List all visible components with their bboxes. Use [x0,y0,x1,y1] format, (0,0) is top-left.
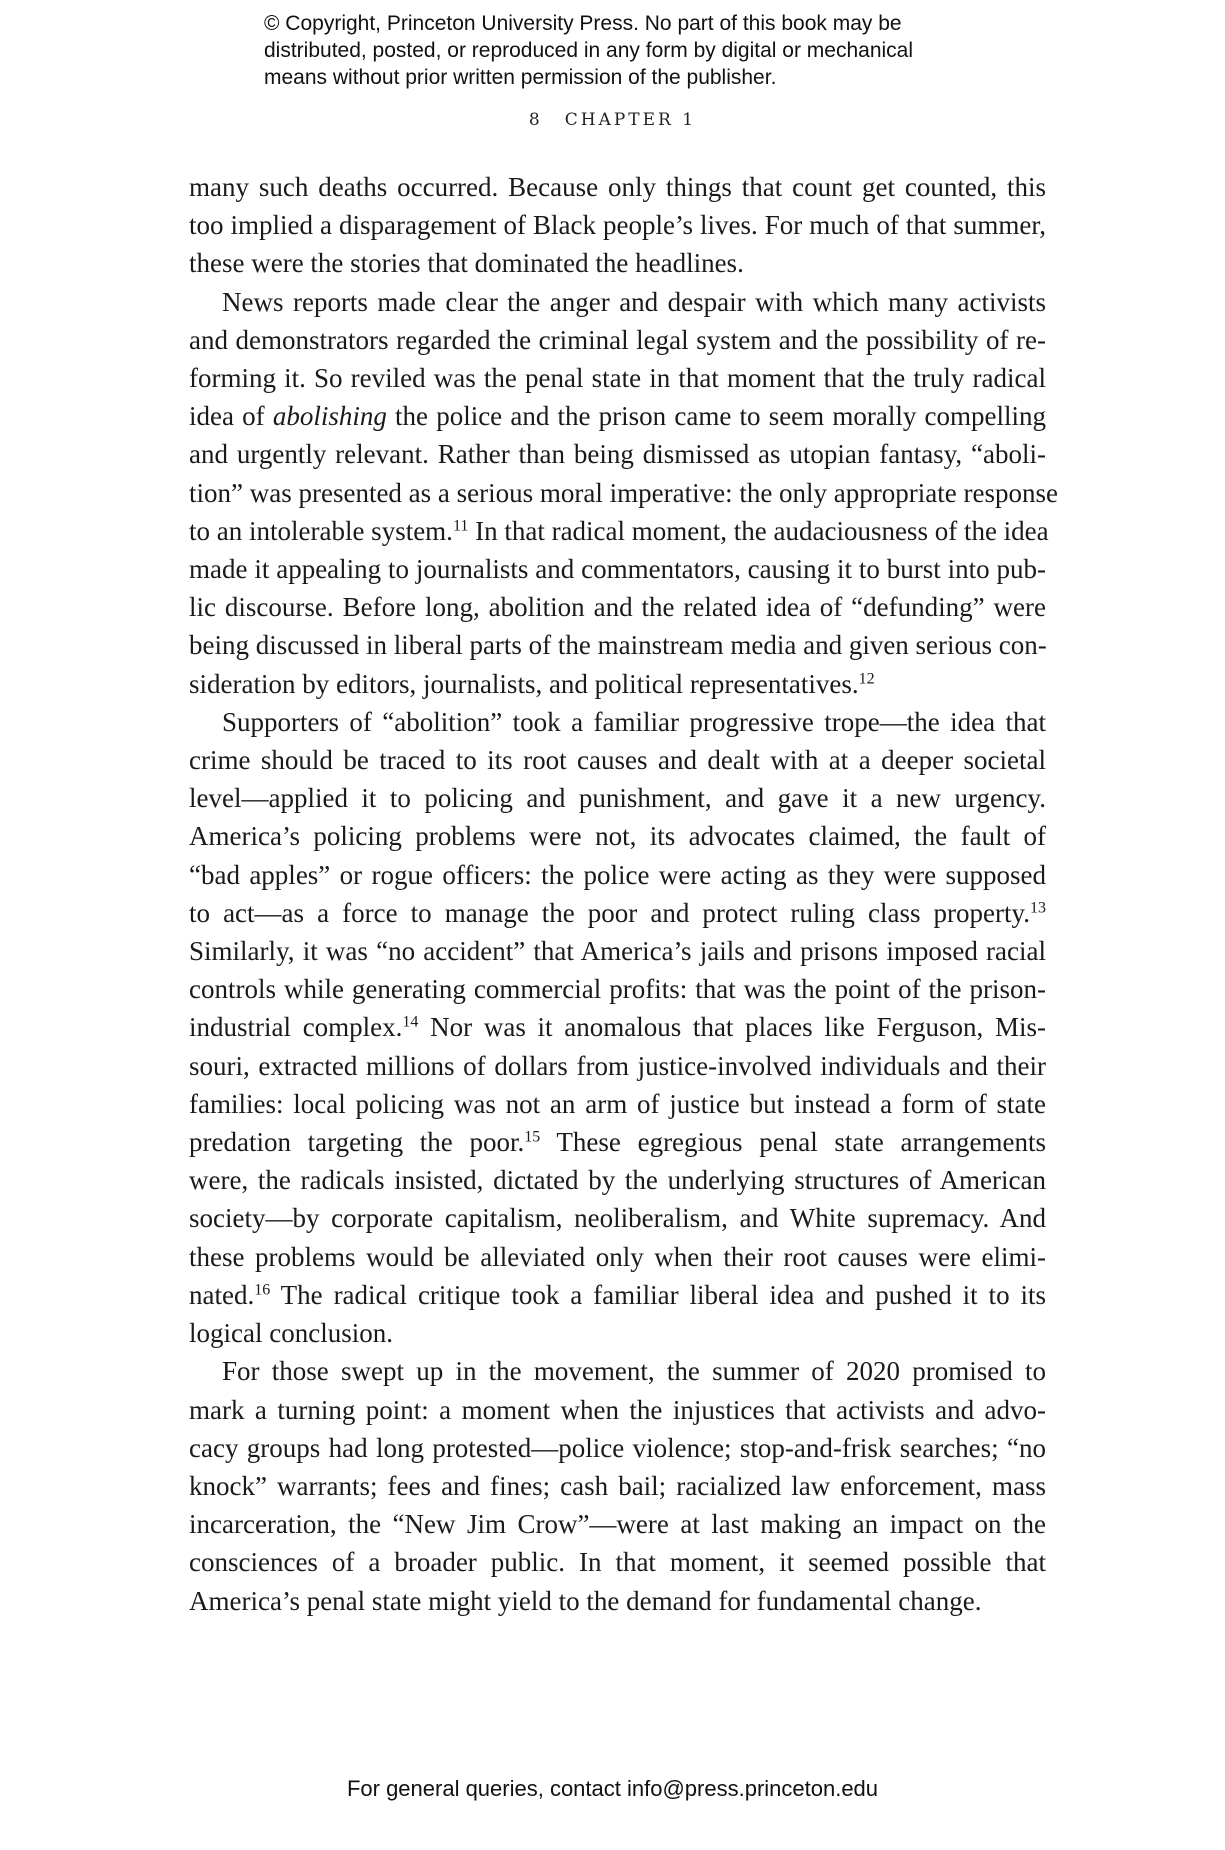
text-line: Similarly, it was “no accident” that America’s jails and prisons imposed racial [189,936,1046,967]
text-line: mark a turning point: a moment when the injustices that activists and advo- [189,1394,1046,1425]
text-line: tion” was presented as a serious moral imperative: the only appropriate response [189,477,1058,508]
footnote-ref[interactable]: 16 [254,1281,271,1299]
text-line: consciences of a broader public. In that moment, it seemed possible that [189,1547,1046,1578]
copyright-notice [264,10,984,91]
footnote-ref[interactable]: 12 [858,670,875,688]
chapter-label: CHAPTER 1 [564,110,697,130]
text-line: crime should be traced to its root causes and dealt with at a deeper societal [189,745,1046,776]
text-line: News reports made clear the anger and despair with which many activists [222,286,1046,317]
text-line: these problems would be alleviated only when their root causes were elimi- [189,1241,1046,1272]
text-line: incarceration, the “New Jim Crow”—were at last making an impact on the [189,1509,1046,1540]
text-line: too implied a disparagement of Black people’s lives. For much of that summer, [189,210,1046,241]
text-line: America’s penal state might yield to the demand for fundamental change. [189,1585,982,1616]
paragraph [189,703,1046,1352]
copyright-line: means without prior written permission of the publisher. [264,66,777,89]
text-line: “bad apples” or rogue officers: the police were acting as they were supposed [189,859,1046,890]
text-line: were, the radicals insisted, dictated by the underlying structures of American [189,1165,1046,1196]
copyright-line: distributed, posted, or reproduced in any form by digital or mechanical [264,39,914,62]
text-line: being discussed in liberal parts of the mainstream media and given serious con- [189,630,1047,661]
footnote-ref[interactable]: 15 [524,1128,541,1146]
text-line: souri, extracted millions of dollars from justice-involved individuals and their [189,1050,1046,1081]
text-line: cacy groups had long protested—police violence; stop-and-frisk searches; “no [189,1432,1046,1463]
paragraph [189,168,1046,283]
text-line: to an intolerable system.$^{11}$ In that radical moment, the audaciousness of the idea [189,515,1049,546]
page-number: 8 [528,110,543,130]
text-line: and demonstrators regarded the criminal legal system and the possibility of re- [189,324,1046,355]
paragraph [189,283,1058,703]
text-line: families: local policing was not an arm of justice but instead a form of state [189,1088,1046,1119]
text-line: controls while generating commercial profits: that was the point of the prison- [189,974,1046,1005]
text-line: predation targeting the poor.$^{15}$ These egregious penal state arrangements [189,1127,1046,1158]
text-line: society—by corporate capitalism, neoliberalism, and White supremacy. And [189,1203,1046,1234]
footnote-ref[interactable]: 14 [402,1013,419,1031]
paragraph [189,1352,1046,1619]
text-line: lic discourse. Before long, abolition and the related idea of “defunding” were [189,592,1046,623]
text-line: knock” warrants; fees and fines; cash bail; racialized law enforcement, mass [189,1470,1046,1501]
text-line: and urgently relevant. Rather than being dismissed as utopian fantasy, “aboli- [189,439,1046,470]
footnote-ref[interactable]: 13 [1030,899,1046,917]
text-line: nated.$^{16}$ The radical critique took a familiar liberal idea and pushed it to its [189,1279,1046,1310]
contact-footer: For general queries, contact info@press.princeton.edu [346,1776,879,1801]
text-line: forming it. So reviled was the penal state in that moment that the truly radical [189,363,1046,394]
text-line: sideration by editors, journalists, and political representatives.$^{12}$ [189,668,875,699]
text-line: these were the stories that dominated the headlines. [189,248,744,279]
body-text [189,168,1058,1620]
emphasis: abolishing [272,401,387,432]
text-line: Supporters of “abolition” took a familiar progressive trope—the idea that [222,706,1046,737]
running-head [0,110,1225,130]
footnote-ref[interactable]: 11 [452,517,469,535]
text-line: level—applied it to policing and punishment, and gave it a new urgency. [189,783,1046,814]
text-line: logical conclusion. [189,1318,393,1349]
copyright-line: © Copyright, Princeton University Press. No part of this book may be [264,12,902,35]
text-line: idea of abolishing the police and the prison came to seem morally compelling [189,401,1046,432]
text-line: America’s policing problems were not, its advocates claimed, the fault of [189,821,1046,852]
text-line: industrial complex.$^{14}$ Nor was it anomalous that places like Ferguson, Mis- [189,1012,1046,1043]
text-line: made it appealing to journalists and commentators, causing it to burst into pub- [189,554,1046,585]
text-line: For those swept up in the movement, the summer of 2020 promised to [222,1356,1046,1387]
text-line: to act—as a force to manage the poor and protect ruling class property.$^{13}$ [189,897,1046,928]
text-line: many such deaths occurred. Because only things that count get counted, this [189,172,1046,202]
